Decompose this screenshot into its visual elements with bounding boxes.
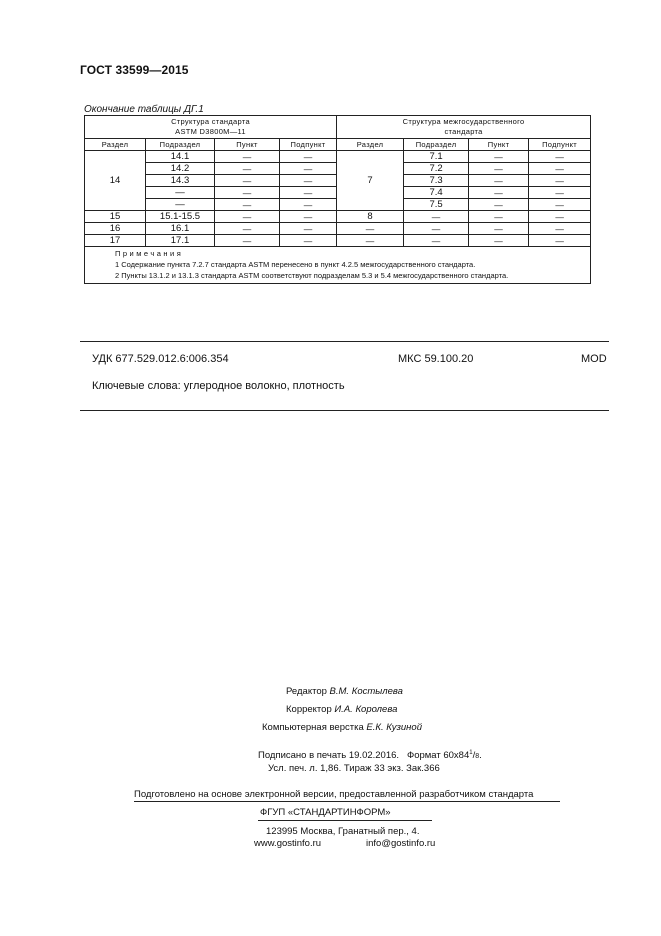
table-row — [85, 235, 591, 247]
table-cell: — — [469, 223, 529, 235]
print-info: Усл. печ. л. 1,86. Тираж 33 экз. Зак.366 — [268, 763, 440, 774]
udk-code: УДК 677.529.012.6:006.354 — [92, 353, 229, 365]
publisher-website[interactable]: www.gostinfo.ru — [254, 838, 322, 849]
group-header-interstate-line2: стандарта — [444, 127, 483, 136]
group-header-interstate — [337, 116, 591, 139]
group-header-astm-line2: ASTM D3800M—11 — [175, 127, 246, 136]
table-cell: 16 — [85, 223, 146, 235]
table-cell: — — [146, 187, 215, 199]
table-cell: — — [469, 151, 529, 163]
table-cell: — — [215, 223, 280, 235]
table-cell: 16.1 — [146, 223, 215, 235]
section-cell-7: 7 — [337, 151, 404, 211]
table-cell: — — [280, 175, 337, 187]
table-cell: 17.1 — [146, 235, 215, 247]
table-cell: — — [469, 187, 529, 199]
table-column-header-row — [85, 139, 591, 151]
table-cell: — — [404, 235, 469, 247]
table-cell: — — [280, 163, 337, 175]
divider-rule — [80, 341, 609, 342]
table-cell: — — [469, 235, 529, 247]
table-cell: — — [469, 163, 529, 175]
table-cell: — — [215, 235, 280, 247]
format-fraction-denominator: 8 — [475, 753, 480, 760]
group-header-interstate-line1: Структура межгосударственного — [402, 117, 525, 126]
column-header: Пункт — [215, 139, 280, 151]
table-cell: — — [469, 175, 529, 187]
table-cell: — — [469, 211, 529, 223]
layout-name: Е.К. Кузиной — [366, 722, 422, 733]
format-text: Формат 60х84 — [406, 750, 470, 761]
column-header: Раздел — [337, 139, 404, 151]
table-row — [85, 211, 591, 223]
table-cell: — — [280, 199, 337, 211]
document-code-header: ГОСТ 33599—2015 — [80, 63, 189, 77]
table-cell: — — [280, 211, 337, 223]
table-cell: 7.1 — [404, 151, 469, 163]
table-row — [85, 151, 591, 163]
structure-comparison-table — [84, 115, 591, 284]
table-cell: — — [280, 235, 337, 247]
group-header-astm-line1: Структура стандарта — [171, 117, 250, 126]
table-notes — [85, 247, 591, 284]
editor-name: В.М. Костылева — [329, 686, 403, 697]
table-cell: 15 — [85, 211, 146, 223]
table-cell: 14.2 — [146, 163, 215, 175]
corrector-line — [286, 704, 397, 715]
table-cell: — — [404, 211, 469, 223]
table-cell: — — [529, 163, 591, 175]
column-header: Подраздел — [404, 139, 469, 151]
layout-line — [262, 722, 422, 733]
table-notes-row — [85, 247, 591, 284]
table-cell: — — [280, 187, 337, 199]
table-cell: — — [469, 199, 529, 211]
divider-rule — [134, 801, 560, 802]
table-cell: — — [404, 223, 469, 235]
table-caption: Окончание таблицы ДГ.1 — [84, 104, 204, 115]
modification-mark: MOD — [581, 353, 607, 365]
keywords-line: Ключевые слова: углеродное волокно, плотность — [92, 380, 345, 392]
table-cell: — — [215, 175, 280, 187]
column-header: Подпункт — [529, 139, 591, 151]
mks-code: МКС 59.100.20 — [398, 353, 474, 365]
table-cell: 7.3 — [404, 175, 469, 187]
column-header: Подпункт — [280, 139, 337, 151]
table-row — [85, 223, 591, 235]
table-cell: — — [215, 163, 280, 175]
table-cell: — — [337, 235, 404, 247]
corrector-label: Корректор — [286, 704, 332, 715]
table-cell: — — [529, 175, 591, 187]
table-cell: 7.4 — [404, 187, 469, 199]
table-cell: — — [280, 223, 337, 235]
table-cell: 15.1-15.5 — [146, 211, 215, 223]
table-cell: — — [529, 223, 591, 235]
table-cell: — — [529, 187, 591, 199]
publisher-address: 123995 Москва, Гранатный пер., 4. — [266, 826, 420, 837]
table-cell: 7.5 — [404, 199, 469, 211]
note-item: 1 Содержание пункта 7.2.7 стандарта ASTM перенесено в пункт 4.2.5 межгосударственного стандарта. — [115, 260, 476, 269]
table-cell: 14.1 — [146, 151, 215, 163]
table-cell: — — [215, 151, 280, 163]
column-header: Подраздел — [146, 139, 215, 151]
corrector-name: И.А. Королева — [334, 704, 398, 715]
table-cell: — — [280, 151, 337, 163]
table-cell: 17 — [85, 235, 146, 247]
table-cell: — — [529, 235, 591, 247]
table-cell: — — [529, 199, 591, 211]
table-cell: — — [215, 199, 280, 211]
table-group-header-row — [85, 116, 591, 139]
table-cell: 7.2 — [404, 163, 469, 175]
notes-title: Примечания — [115, 249, 184, 258]
prepared-note: Подготовлено на основе электронной версии, предоставленной разработчиком стандарта — [134, 789, 534, 800]
format-fraction-numerator: 1 — [469, 749, 473, 756]
table-cell: — — [215, 211, 280, 223]
table-cell: — — [529, 211, 591, 223]
layout-label: Компьютерная верстка — [262, 722, 364, 733]
section-cell-14: 14 — [85, 151, 146, 211]
publisher-email[interactable]: info@gostinfo.ru — [366, 838, 436, 849]
table-cell: 14.3 — [146, 175, 215, 187]
divider-rule — [80, 410, 609, 411]
signed-text: Подписано в печать 19.02.2016. — [258, 750, 400, 761]
divider-rule — [258, 820, 432, 821]
table-cell: — — [337, 223, 404, 235]
table-cell: — — [146, 199, 215, 211]
publisher-org: ФГУП «СТАНДАРТИНФОРМ» — [260, 807, 391, 818]
table-cell: 8 — [337, 211, 404, 223]
signed-line: Подписано в печать 19.02.2016. Формат $60х84^1/8$. — [258, 749, 482, 761]
table-cell: — — [529, 151, 591, 163]
note-item: 2 Пункты 13.1.2 и 13.1.3 стандарта ASTM соответствуют подразделам 5.3 и 5.4 межгосударственного стандарта. — [115, 271, 509, 280]
table-cell: — — [215, 187, 280, 199]
column-header: Пункт — [469, 139, 529, 151]
editor-line — [286, 686, 403, 697]
group-header-astm — [85, 116, 337, 139]
editor-label: Редактор — [286, 686, 327, 697]
column-header: Раздел — [85, 139, 146, 151]
